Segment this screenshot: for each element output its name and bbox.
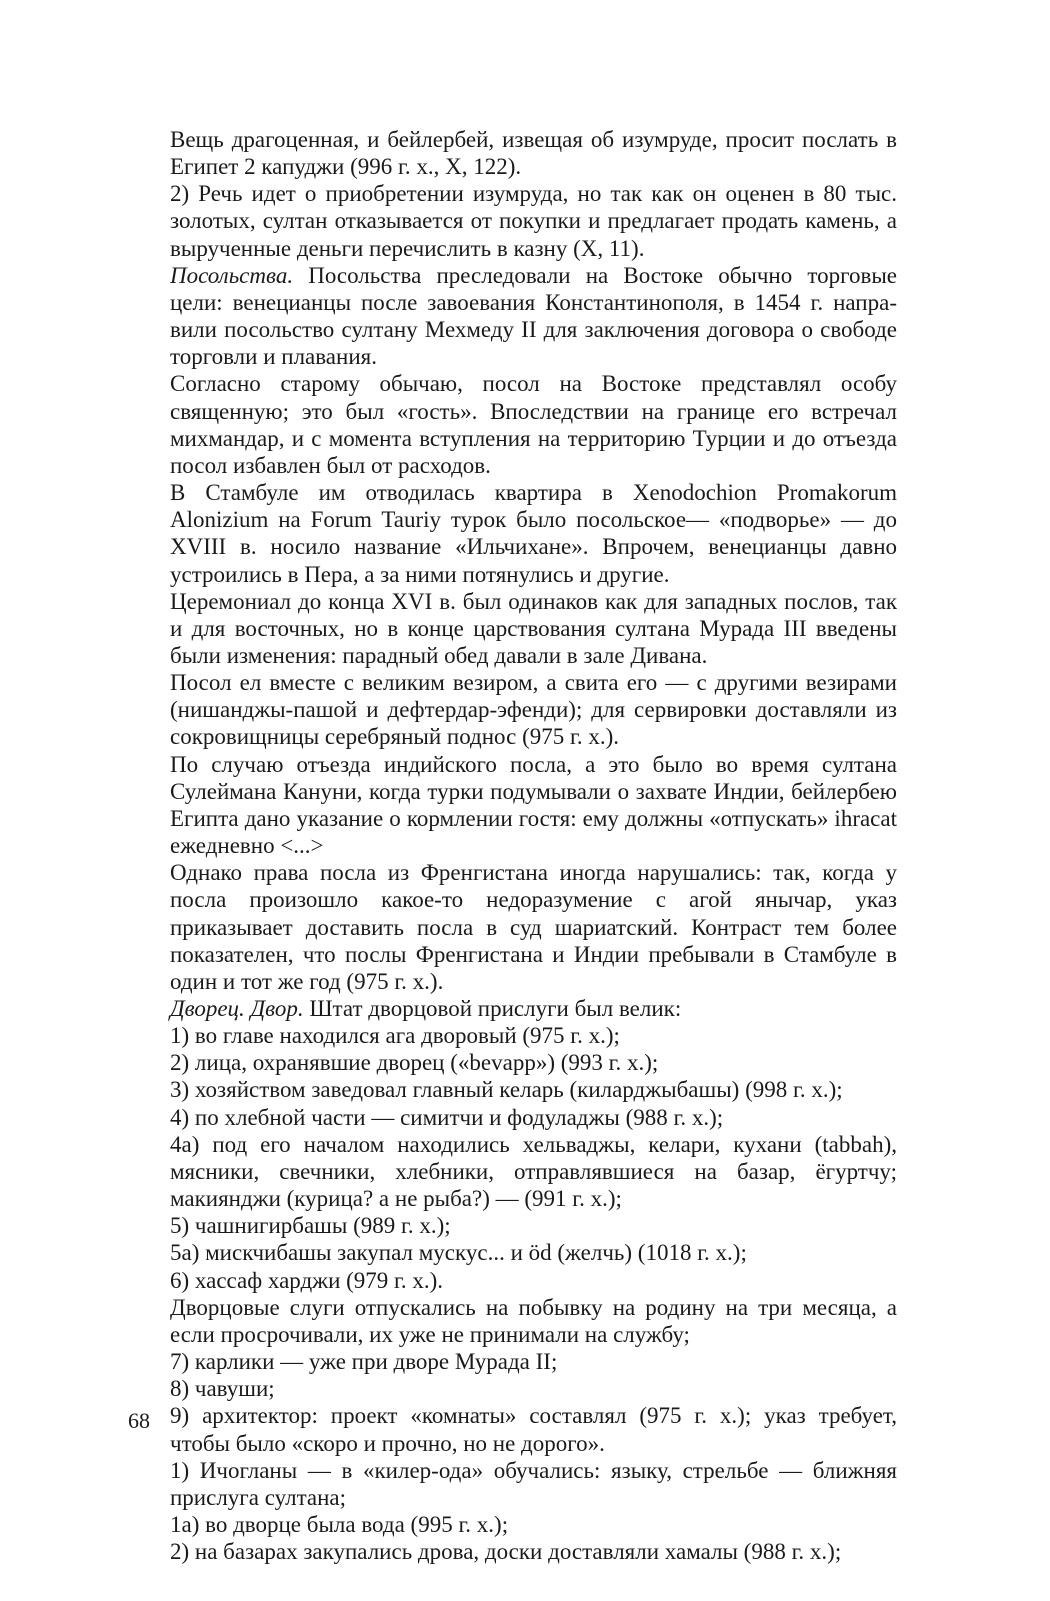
- paragraph: Дворцовые слуги отпускались на побывку на родину на три месяца, а если просрочивали, их уже не принимали на службу;: [170, 1294, 897, 1347]
- page-number: 68: [128, 1408, 150, 1433]
- paragraph: Дворец. Двор. Штат дворцовой прислуги был велик:: [170, 996, 682, 1021]
- list-item: 2) лица, охранявшие дворец («bevapp») (993 г. х.);: [170, 1050, 659, 1076]
- paragraph: В Стамбуле им отводилась квартира в Xenodochion Promakorum Alonizium на Forum Tauriy турок было посольское— «подворье» — до XVIII в. носило название «Ильчихане». Впрочем, венецианцы давно устроились в Пера, а за ними потянулись и другие.: [170, 480, 897, 587]
- paragraph: По случаю отъезда индийского посла, а это было во время султана Сулеймана Кануни, когда турки подумывали о захвате Индии, бейлербею Египта дано указание о кормлении гостя: ему должны «отпускать» ihracat ежедневно <...>: [170, 751, 897, 859]
- paragraph: Церемониал до конца XVI в. был одинаков как для западных послов, так и для восточных, но в конце царствования султана Мурада III введены были изменения: парадный обед давали в зале Дивана.: [170, 588, 897, 668]
- paragraph: Согласно старому обычаю, посол на Востоке представлял особу священную; это был «гость». Впоследствии на границе его встречал михмандар, и с момента вступления на территорию Турции и до отъезда посол избавлен был от расходов.: [170, 371, 897, 478]
- page-body: [170, 126, 897, 1565]
- list-item: 5а) мискчибашы закупал мускус... и öd (желчь) (1018 г. х.);: [170, 1240, 747, 1266]
- list-item: 2) на базарах закупались дрова, доски доставляли хамалы (988 г. х.);: [170, 1539, 842, 1565]
- list-item: 9) архитектор: проект «комнаты» составлял (975 г. х.); указ требует, чтобы было «скоро и прочно, но не дорого».: [170, 1403, 897, 1456]
- paragraph: Однако права посла из Френгистана иногда нарушались: так, когда у посла произошло какое-то недоразумение с агой янычар, указ приказывает доставить посла в суд шариатский. Контраст тем более показателен, что послы Френгистана и Индии пребывали в Стамбуле в один и тот же год (975 г. х.).: [170, 860, 897, 994]
- list-item: 7) карлики — уже при дворе Мурада II;: [170, 1349, 558, 1375]
- list-item: 1) Ичогланы — в «килер-ода» обучались: языку, стрельбе — ближняя прислуга султана;: [170, 1457, 897, 1510]
- paragraph: Посольства. Посольства преследовали на Востоке обычно торговые цели: венецианцы после завоевания Константинополя, в 1454 г. направили посольство султану Мехмеду II для заключения договора о свободе торговли и плавания.: [170, 262, 897, 370]
- list-item: 4а) под его началом находились хельваджы, келари, кухани (tabbah), мясники, свечники, хлебники, отправлявшиеся на базар, ёгуртчу; макиянджи (курица? а не рыба?) — (991 г. х.);: [170, 1131, 897, 1212]
- list-item: 1а) во дворце была вода (995 г. х.);: [170, 1511, 509, 1537]
- list-item: 6) хассаф харджи (979 г. х.).: [170, 1267, 444, 1293]
- list-item: 4) по хлебной части — симитчи и фодуладжы (988 г. х.);: [170, 1104, 724, 1130]
- paragraph: 2) Речь идет о приобретении изумруда, но так как он оценен в 80 тыс. золотых, султан отказывается от покупки и предлагает продать камень, а вырученные деньги перечислить в казну (X, 11).: [170, 181, 897, 261]
- list-item: 5) чашнигирбашы (989 г. х.);: [170, 1213, 451, 1239]
- paragraph: Вещь драгоценная, и бейлербей, извещая об изумруде, просит послать в Египет 2 капуджи (996 г. х., X, 122).: [170, 127, 897, 180]
- section-heading: Дворец. Двор.: [170, 996, 304, 1021]
- list-item: 8) чавуши;: [170, 1376, 275, 1402]
- paragraph: Посол ел вместе с великим везиром, а свита его — с другими везирами (нишанджы-пашой и дефтердар-эфенди); для сервировки доставляли из сокровищницы серебряный поднос (975 г. х.).: [170, 670, 897, 750]
- section-heading: Посольства.: [170, 262, 294, 288]
- list-item: 3) хозяйством заведовал главный келарь (киларджыбашы) (998 г. х.);: [170, 1077, 843, 1103]
- list-item: 1) во главе находился ага дворовый (975 г. х.);: [170, 1023, 620, 1049]
